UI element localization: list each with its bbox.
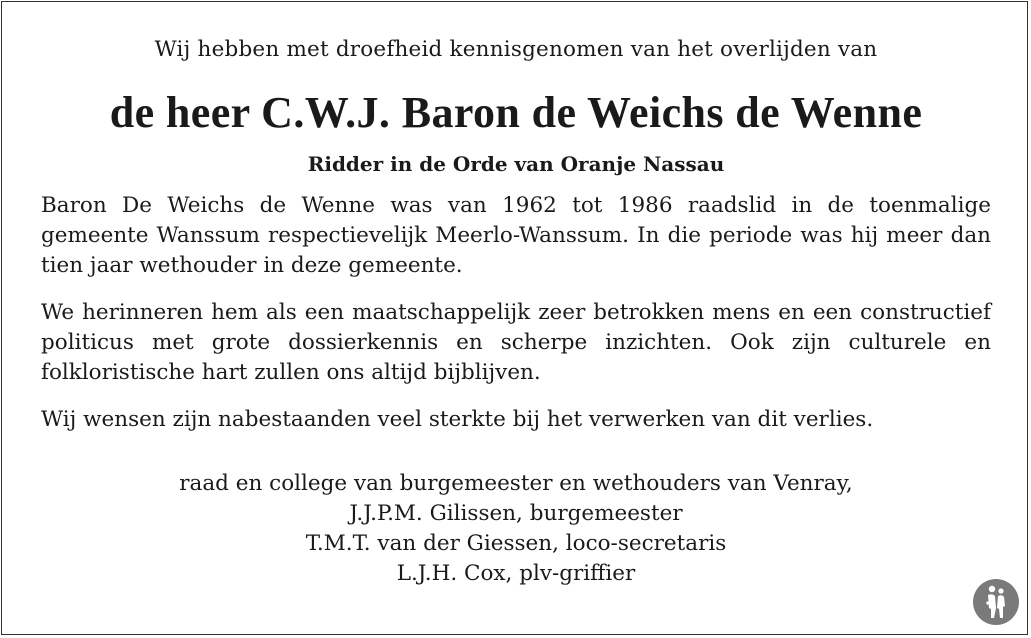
honor-title: Ridder in de Orde van Oranje Nassau xyxy=(307,152,725,176)
deceased-name: de heer C.W.J. Baron de Weichs de Wenne xyxy=(109,88,923,137)
signature-block xyxy=(41,469,991,589)
memorial-figures-logo-icon xyxy=(972,578,1020,626)
signature-line-council: raad en college van burgemeester en wethouders van Venray, xyxy=(179,471,853,496)
notice-paragraph-remembrance: We herinneren hem als een maatschappelijk zeer betrokken mens en een constructief politicus met grote dossierkennis en scherpe inzichten. Ook zijn culturele en folkloristische hart zullen ons altijd bijblijven. xyxy=(41,300,991,385)
signature-line-secretary: T.M.T. van der Giessen, loco-secretaris xyxy=(305,531,727,556)
signature-line-registrar: L.J.H. Cox, plv-griffier xyxy=(396,561,636,586)
death-notice xyxy=(41,32,991,589)
notice-intro: Wij hebben met droefheid kennisgenomen van het overlijden van xyxy=(154,37,878,62)
notice-paragraph-condolence: Wij wensen zijn nabestaanden veel sterkte bij het verwerken van dit verlies. xyxy=(41,407,874,432)
notice-paragraph-career: Baron De Weichs de Wenne was van 1962 tot 1986 raadslid in de toenmalige gemeente Wanssum respectievelijk Meerlo-Wanssum. In die periode was hij meer dan tien jaar wethouder in deze gemeente. xyxy=(41,193,991,278)
signature-line-mayor: J.J.P.M. Gilissen, burgemeester xyxy=(349,501,683,526)
